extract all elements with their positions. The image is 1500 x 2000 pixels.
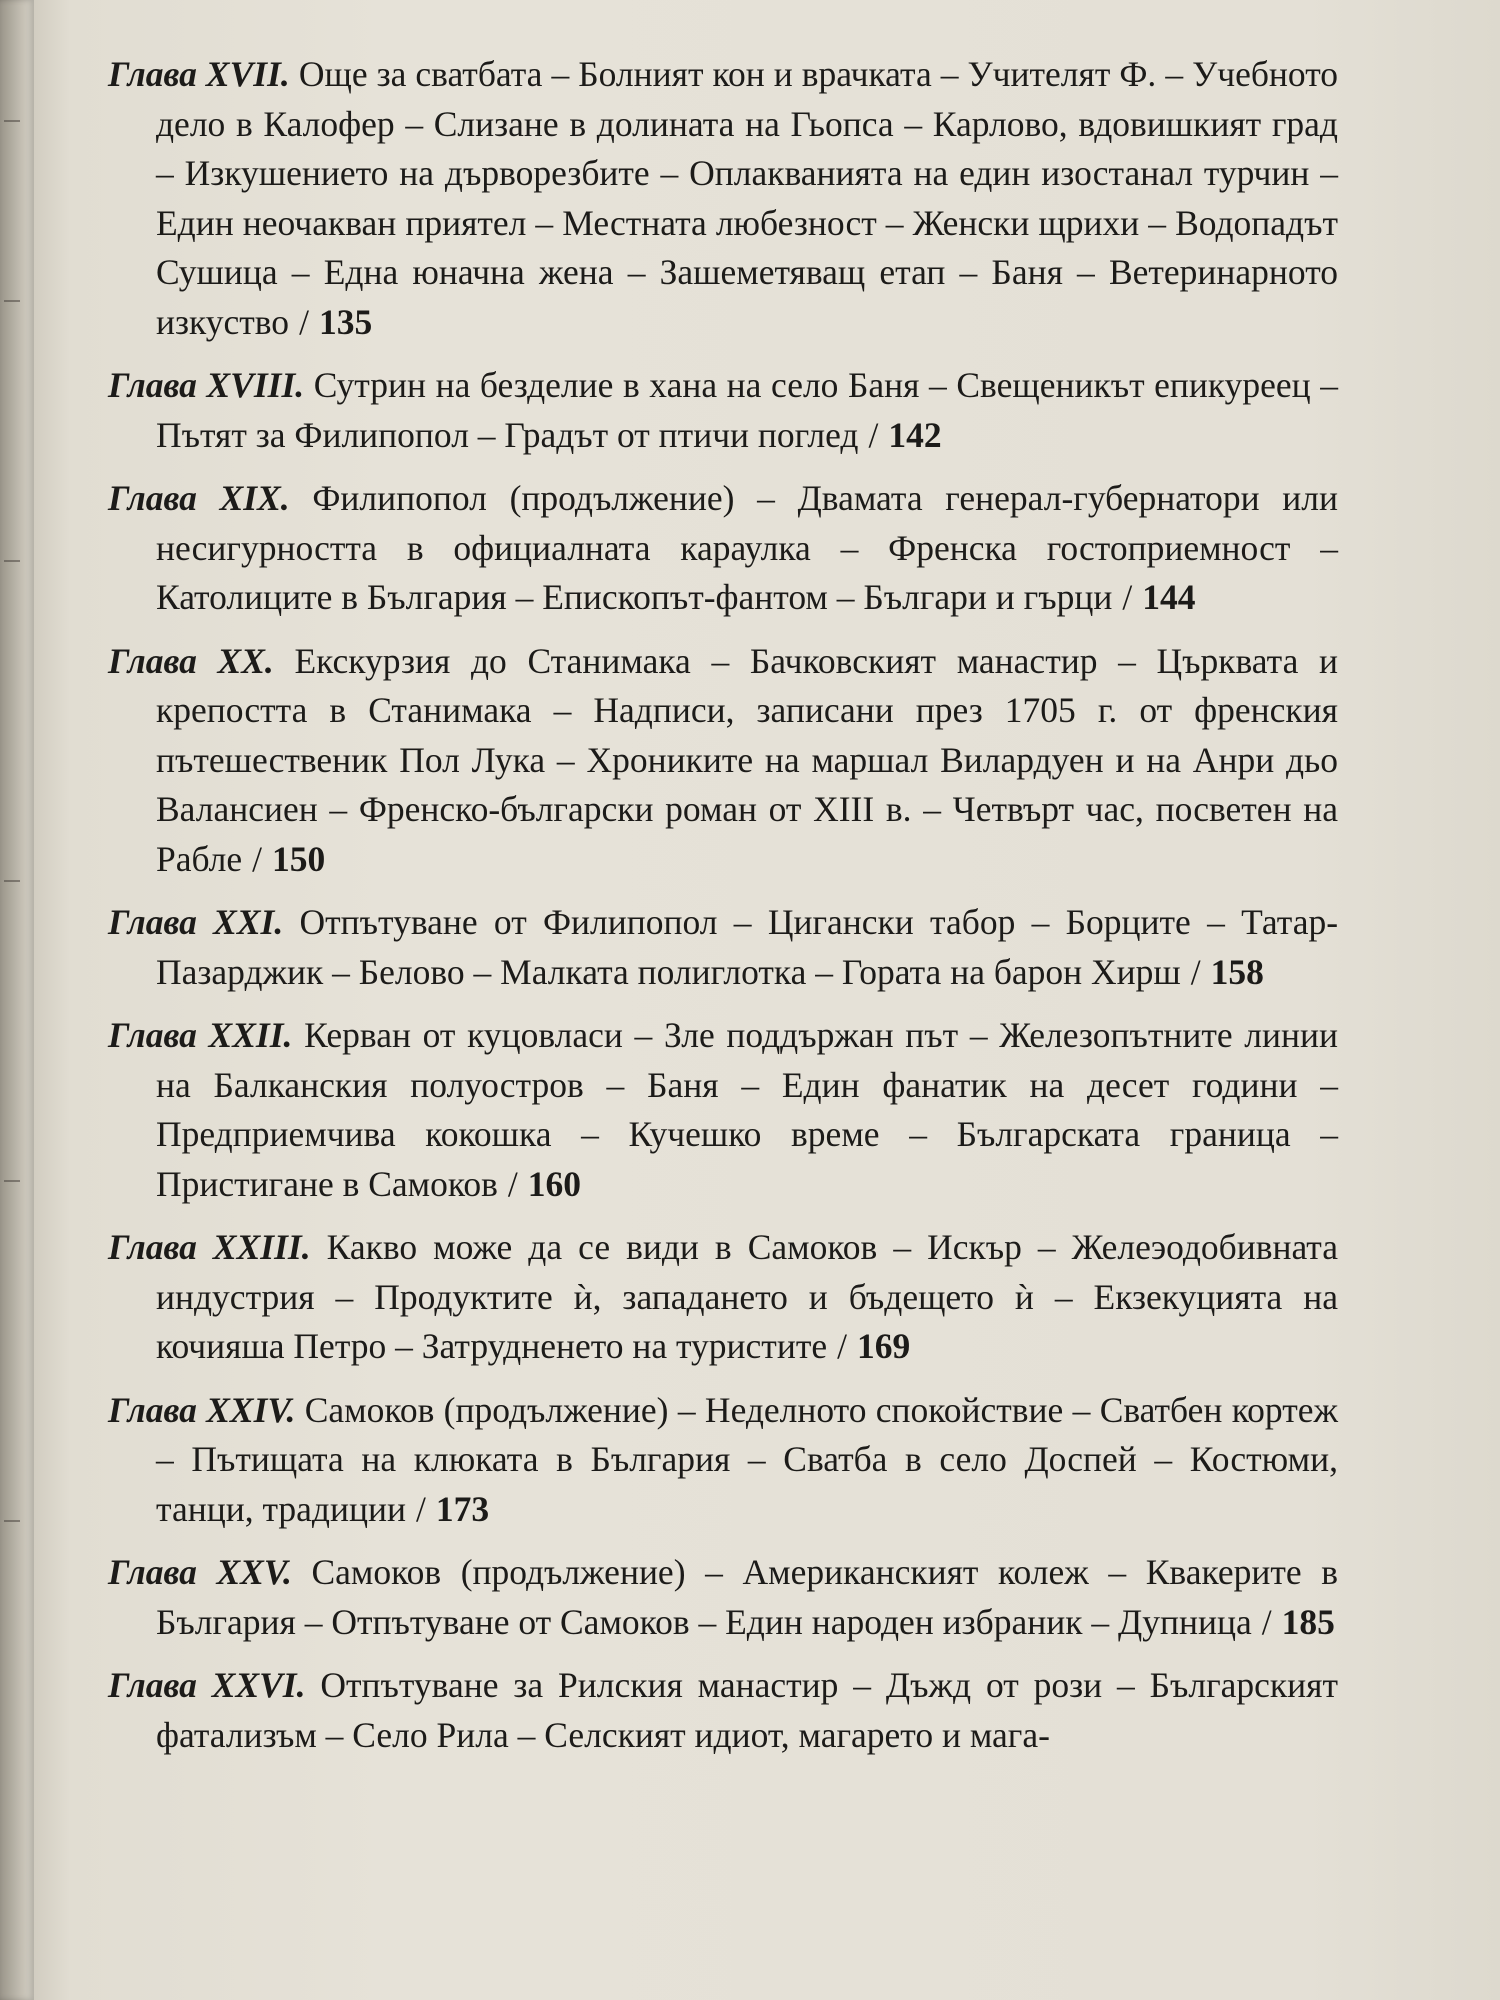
chapter-heading: Глава XXV.: [108, 1552, 292, 1592]
page-separator: /: [1122, 577, 1133, 617]
toc-entry: [108, 474, 1338, 623]
toc-entry: [108, 1011, 1338, 1209]
page-number: 142: [888, 414, 942, 455]
gutter-mark: [4, 560, 20, 562]
page-number: 150: [272, 838, 326, 879]
page-number: 158: [1210, 951, 1264, 992]
chapter-heading: Глава XVIII.: [108, 365, 305, 405]
chapter-heading: Глава XXIII.: [108, 1227, 311, 1267]
toc-entry: [108, 50, 1338, 347]
chapter-heading: Глава XXIV.: [108, 1389, 296, 1430]
chapter-summary: Самоков (продължение) – Американският колеж – Квакерите в България – Отпътуване от Самоков – Един народен избраник – Дупница: [156, 1552, 1338, 1642]
page-separator: /: [507, 1163, 518, 1204]
gutter-mark: [4, 880, 20, 882]
chapter-summary: Филипопол (продължение) – Двамата генерал-губернатори или несигурността в официалната караулка – Френска гостоприемност – Католиците в България – Епископът-фантом – Българи и гърци: [156, 478, 1339, 617]
page-separator: /: [415, 1488, 426, 1529]
page-number: 185: [1281, 1601, 1335, 1642]
page-gutter: [0, 0, 34, 2000]
chapter-heading: Глава XXVI.: [108, 1665, 306, 1705]
page-number: 144: [1142, 577, 1196, 617]
page-number: 169: [856, 1326, 911, 1366]
chapter-heading: Глава XVII.: [108, 54, 290, 94]
page-number: 160: [527, 1163, 581, 1204]
chapter-summary: Какво може да се види в Самоков – Искър – Желеэодобивната индустрия – Продуктите ѝ, западането и бъдещето ѝ – Екзекуцията на кочияша Петро – Затрудненето на туристите: [156, 1227, 1339, 1366]
chapter-summary: Керван от куцовласи – Зле поддържан път – Железопътните линии на Балканския полуостров – Баня – Един фанатик на десет години – Предприемчива кокошка – Кучешко време – Българската граница – Пристигане в Самоков: [156, 1015, 1338, 1204]
chapter-summary: Отпътуване за Рилския манастир – Дъжд от рози – Българският фатализъм – Село Рила – Селският идиот, магарето и мага-: [156, 1665, 1338, 1755]
gutter-mark: [4, 120, 20, 122]
toc-entry: [108, 1223, 1338, 1372]
page-separator: /: [299, 301, 309, 342]
toc-entry: [108, 898, 1338, 997]
toc-entry: [108, 1386, 1338, 1535]
chapter-summary: Още за сватбата – Болният кон и врачката – Учителят Ф. – Учебното дело в Калофер – Слизане в долината на Гьопса – Карлово, вдовишкият град – Изкушението на дърворезбите – Оплакванията на един изостанал турчин – Един неочакван приятел – Местната любезност – Женски щрихи – Водопадът Сушица – Една юначна жена – Зашеметяващ етап – Баня – Ветеринарното изкуство: [156, 54, 1339, 342]
chapter-summary: Екскурзия до Станимака – Бачковският манастир – Църквата и крепостта в Станимака – Надписи, записани през 1705 г. от френския пътешественик Пол Лука – Хрониките на маршал Вилардуен и на Анри дьо Валансиен – Френско-български роман от XIII в. – Четвърт час, посветен на Рабле: [156, 640, 1339, 879]
chapter-heading: Глава XXI.: [108, 902, 284, 942]
chapter-heading: Глава XIX.: [108, 478, 290, 518]
table-of-contents: [108, 50, 1338, 1774]
page-separator: /: [1190, 951, 1201, 992]
toc-entry: [108, 361, 1338, 460]
chapter-summary: Отпътуване от Филипопол – Цигански табор – Борците – Татар-Пазарджик – Белово – Малката полиглотка – Гората на барон Хирш: [156, 902, 1339, 992]
toc-entry: [108, 637, 1338, 885]
page-separator: /: [837, 1326, 847, 1366]
page-number: 173: [435, 1488, 490, 1529]
page-separator: /: [868, 414, 879, 455]
chapter-heading: Глава XXII.: [108, 1015, 293, 1055]
page-number: 135: [318, 301, 373, 342]
chapter-summary: Самоков (продължение) – Неделното спокойствие – Сватбен кортеж – Пътищата на клюката в България – Сватба в село Доспей – Костюми, танци, традиции: [156, 1389, 1338, 1529]
gutter-mark: [4, 1520, 20, 1522]
toc-entry: [108, 1548, 1338, 1647]
page-separator: /: [252, 838, 263, 879]
toc-entry: [108, 1661, 1338, 1760]
gutter-mark: [4, 300, 20, 302]
gutter-mark: [4, 1180, 20, 1182]
page-separator: /: [1261, 1601, 1272, 1642]
chapter-summary: Сутрин на безделие в хана на село Баня – Свещеникът епикуреец – Пътят за Филипопол – Градът от птичи поглед: [156, 365, 1339, 455]
chapter-heading: Глава XX.: [108, 640, 274, 681]
